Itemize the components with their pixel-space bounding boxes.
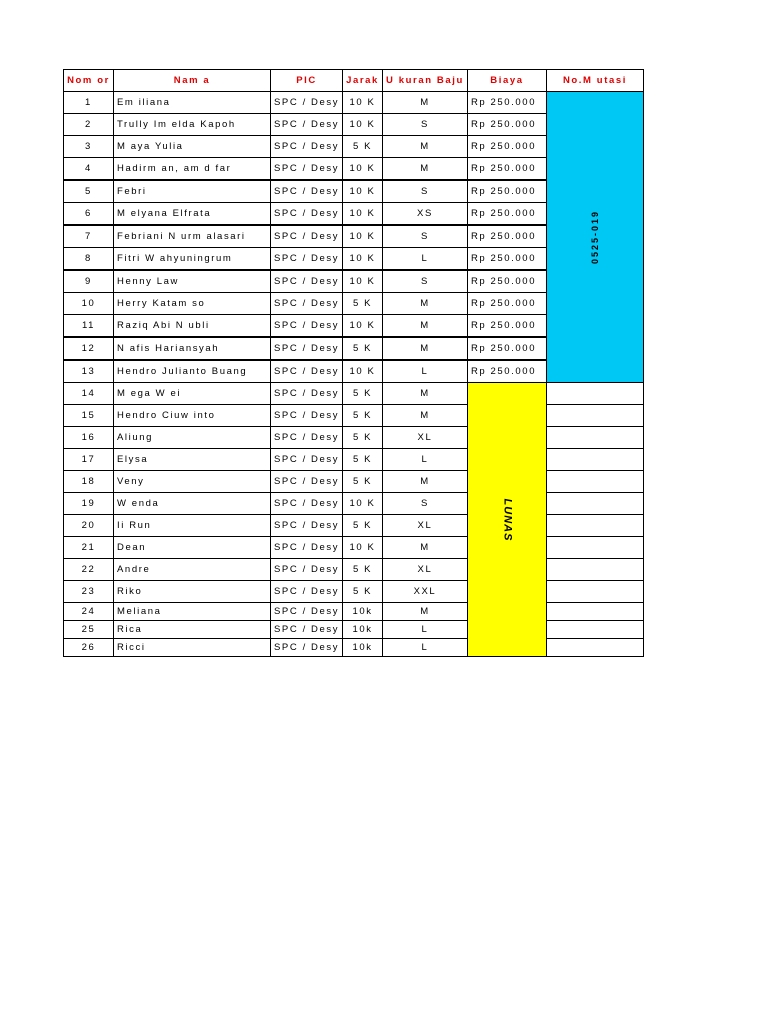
cell-biaya[interactable]: Rp 250.000 (467, 225, 546, 248)
cell-nama[interactable]: M aya Yulia (114, 136, 271, 158)
cell-nomor[interactable]: 22 (64, 559, 114, 581)
cell-ukuran-baju[interactable]: M (382, 383, 467, 405)
table-row (64, 639, 644, 657)
cell-biaya[interactable]: Rp 250.000 (467, 270, 546, 293)
cell-no-mutasi[interactable] (546, 449, 643, 471)
cell-ukuran-baju[interactable]: S (382, 180, 467, 203)
cell-nomor[interactable]: 19 (64, 493, 114, 515)
cell-jarak[interactable]: 10 K (343, 493, 383, 515)
cell-pic[interactable]: SPC / Desy (271, 270, 343, 293)
cell-biaya[interactable]: Rp 250.000 (467, 293, 546, 315)
cell-nomor[interactable]: 11 (64, 315, 114, 338)
cell-jarak[interactable]: 5 K (343, 581, 383, 603)
table-row (64, 383, 644, 405)
cell-biaya[interactable]: Rp 250.000 (467, 360, 546, 383)
header-row (64, 70, 644, 92)
header-pic[interactable]: PIC (271, 70, 343, 92)
cell-jarak[interactable]: 5 K (343, 383, 383, 405)
cell-nomor[interactable]: 16 (64, 427, 114, 449)
cell-biaya[interactable]: Rp 250.000 (467, 337, 546, 360)
cell-pic[interactable]: SPC / Desy (271, 383, 343, 405)
cell-nomor[interactable]: 23 (64, 581, 114, 603)
cell-nama[interactable]: Aliung (114, 427, 271, 449)
table-row (64, 581, 644, 603)
cell-jarak[interactable]: 5 K (343, 427, 383, 449)
cell-nama[interactable]: Veny (114, 471, 271, 493)
cell-nomor[interactable]: 9 (64, 270, 114, 293)
cell-nama[interactable]: Febriani N urm alasari (114, 225, 271, 248)
cell-nama[interactable]: Fitri W ahyuningrum (114, 248, 271, 271)
cell-biaya[interactable]: Rp 250.000 (467, 315, 546, 338)
cell-nama[interactable]: Em iliana (114, 92, 271, 114)
cell-nomor[interactable]: 5 (64, 180, 114, 203)
cell-biaya[interactable]: Rp 250.000 (467, 248, 546, 271)
header-biaya[interactable]: Biaya (467, 70, 546, 92)
cell-ukuran-baju[interactable]: M (382, 337, 467, 360)
cell-jarak[interactable]: 10 K (343, 360, 383, 383)
cell-ukuran-baju[interactable]: XXL (382, 581, 467, 603)
cell-nama[interactable]: Raziq Abi N ubli (114, 315, 271, 338)
cell-pic[interactable]: SPC / Desy (271, 621, 343, 639)
cell-pic[interactable]: SPC / Desy (271, 293, 343, 315)
cell-nama[interactable]: Elysa (114, 449, 271, 471)
cell-ukuran-baju[interactable]: M (382, 315, 467, 338)
cell-jarak[interactable]: 10 K (343, 158, 383, 181)
table-row (64, 621, 644, 639)
cell-nama[interactable]: Febri (114, 180, 271, 203)
cell-nomor[interactable]: 18 (64, 471, 114, 493)
cell-pic[interactable]: SPC / Desy (271, 337, 343, 360)
cell-pic[interactable]: SPC / Desy (271, 315, 343, 338)
cell-nama[interactable]: Riko (114, 581, 271, 603)
cell-jarak[interactable]: 5 K (343, 136, 383, 158)
cell-jarak[interactable]: 5 K (343, 337, 383, 360)
cell-biaya[interactable]: Rp 250.000 (467, 136, 546, 158)
header-ukuran-baju[interactable]: U kuran Baju (382, 70, 467, 92)
cell-ukuran-baju[interactable]: S (382, 114, 467, 136)
cell-ukuran-baju[interactable]: M (382, 471, 467, 493)
cell-pic[interactable]: SPC / Desy (271, 360, 343, 383)
cell-ukuran-baju[interactable]: L (382, 449, 467, 471)
cell-no-mutasi[interactable] (546, 405, 643, 427)
cell-ukuran-baju[interactable]: S (382, 493, 467, 515)
lunas-label: LUNAS (500, 498, 513, 541)
mutasi-value: 0525-019 (589, 209, 600, 264)
cell-nama[interactable]: M elyana Elfrata (114, 203, 271, 226)
cell-ukuran-baju[interactable]: S (382, 225, 467, 248)
registration-table (63, 69, 644, 657)
cell-pic[interactable]: SPC / Desy (271, 114, 343, 136)
cell-ukuran-baju[interactable]: M (382, 158, 467, 181)
cell-jarak[interactable]: 5 K (343, 449, 383, 471)
cell-jarak[interactable]: 10k (343, 603, 383, 621)
cell-biaya[interactable]: Rp 250.000 (467, 180, 546, 203)
mutasi-merged-cell[interactable] (546, 92, 643, 383)
cell-ukuran-baju[interactable]: XL (382, 427, 467, 449)
cell-ukuran-baju[interactable]: L (382, 639, 467, 657)
cell-jarak[interactable]: 10 K (343, 248, 383, 271)
table-row (64, 92, 644, 114)
cell-ukuran-baju[interactable]: L (382, 621, 467, 639)
cell-jarak[interactable]: 5 K (343, 515, 383, 537)
cell-no-mutasi[interactable] (546, 427, 643, 449)
cell-pic[interactable]: SPC / Desy (271, 405, 343, 427)
cell-jarak[interactable]: 10k (343, 639, 383, 657)
cell-nama[interactable]: Hendro Julianto Buang (114, 360, 271, 383)
cell-pic[interactable]: SPC / Desy (271, 203, 343, 226)
cell-no-mutasi[interactable] (546, 471, 643, 493)
cell-nomor[interactable]: 26 (64, 639, 114, 657)
cell-nama[interactable]: Meliana (114, 603, 271, 621)
cell-no-mutasi[interactable] (546, 493, 643, 515)
cell-biaya[interactable]: Rp 250.000 (467, 203, 546, 226)
cell-biaya[interactable]: Rp 250.000 (467, 92, 546, 114)
table-row (64, 603, 644, 621)
cell-nama[interactable]: M ega W ei (114, 383, 271, 405)
table-row (64, 449, 644, 471)
cell-no-mutasi[interactable] (546, 559, 643, 581)
cell-nama[interactable]: Dean (114, 537, 271, 559)
cell-jarak[interactable]: 5 K (343, 559, 383, 581)
cell-ukuran-baju[interactable]: XS (382, 203, 467, 226)
cell-jarak[interactable]: 5 K (343, 405, 383, 427)
cell-pic[interactable]: SPC / Desy (271, 248, 343, 271)
cell-nomor[interactable]: 2 (64, 114, 114, 136)
cell-jarak[interactable]: 10 K (343, 537, 383, 559)
cell-ukuran-baju[interactable]: S (382, 270, 467, 293)
cell-pic[interactable]: SPC / Desy (271, 515, 343, 537)
cell-jarak[interactable]: 10 K (343, 315, 383, 338)
cell-nomor[interactable]: 24 (64, 603, 114, 621)
cell-nomor[interactable]: 13 (64, 360, 114, 383)
header-nama[interactable]: Nam a (114, 70, 271, 92)
cell-pic[interactable]: SPC / Desy (271, 158, 343, 181)
table-row (64, 427, 644, 449)
cell-pic[interactable]: SPC / Desy (271, 471, 343, 493)
cell-nomor[interactable]: 15 (64, 405, 114, 427)
cell-nama[interactable]: Henny Law (114, 270, 271, 293)
cell-pic[interactable]: SPC / Desy (271, 225, 343, 248)
cell-nomor[interactable]: 6 (64, 203, 114, 226)
cell-pic[interactable]: SPC / Desy (271, 581, 343, 603)
cell-nama[interactable]: Trully Im elda Kapoh (114, 114, 271, 136)
cell-biaya[interactable]: Rp 250.000 (467, 114, 546, 136)
cell-pic[interactable]: SPC / Desy (271, 180, 343, 203)
cell-nama[interactable]: Andre (114, 559, 271, 581)
cell-no-mutasi[interactable] (546, 603, 643, 621)
cell-no-mutasi[interactable] (546, 621, 643, 639)
cell-jarak[interactable]: 5 K (343, 293, 383, 315)
cell-nomor[interactable]: 7 (64, 225, 114, 248)
table-row (64, 559, 644, 581)
cell-nama[interactable]: Ricci (114, 639, 271, 657)
header-nomor[interactable]: Nom or (64, 70, 114, 92)
cell-jarak[interactable]: 10 K (343, 92, 383, 114)
header-no-mutasi[interactable]: No.M utasi (546, 70, 643, 92)
cell-pic[interactable]: SPC / Desy (271, 603, 343, 621)
cell-pic[interactable]: SPC / Desy (271, 537, 343, 559)
cell-jarak[interactable]: 10 K (343, 114, 383, 136)
cell-no-mutasi[interactable] (546, 581, 643, 603)
cell-biaya[interactable]: Rp 250.000 (467, 158, 546, 181)
cell-nomor[interactable]: 4 (64, 158, 114, 181)
cell-no-mutasi[interactable] (546, 639, 643, 657)
cell-nama[interactable]: Hendro Ciuw into (114, 405, 271, 427)
table-row (64, 405, 644, 427)
cell-pic[interactable]: SPC / Desy (271, 92, 343, 114)
cell-nama[interactable]: N afis Hariansyah (114, 337, 271, 360)
cell-nomor[interactable]: 17 (64, 449, 114, 471)
table-row (64, 471, 644, 493)
table-row (64, 537, 644, 559)
cell-pic[interactable]: SPC / Desy (271, 136, 343, 158)
table-row (64, 493, 644, 515)
cell-nama[interactable]: W enda (114, 493, 271, 515)
cell-nama[interactable]: Rica (114, 621, 271, 639)
cell-nomor[interactable]: 21 (64, 537, 114, 559)
header-jarak[interactable]: Jarak (343, 70, 383, 92)
cell-jarak[interactable]: 5 K (343, 471, 383, 493)
cell-jarak[interactable]: 10 K (343, 225, 383, 248)
lunas-merged-cell[interactable] (467, 383, 546, 657)
cell-ukuran-baju[interactable]: L (382, 248, 467, 271)
cell-pic[interactable]: SPC / Desy (271, 427, 343, 449)
cell-pic[interactable]: SPC / Desy (271, 639, 343, 657)
cell-ukuran-baju[interactable]: M (382, 136, 467, 158)
cell-nomor[interactable]: 1 (64, 92, 114, 114)
cell-nomor[interactable]: 20 (64, 515, 114, 537)
table-row (64, 515, 644, 537)
cell-ukuran-baju[interactable]: XL (382, 515, 467, 537)
cell-jarak[interactable]: 10k (343, 621, 383, 639)
cell-nama[interactable]: Hadirm an, am d far (114, 158, 271, 181)
cell-nomor[interactable]: 8 (64, 248, 114, 271)
cell-no-mutasi[interactable] (546, 383, 643, 405)
cell-nomor[interactable]: 14 (64, 383, 114, 405)
cell-nomor[interactable]: 12 (64, 337, 114, 360)
cell-ukuran-baju[interactable]: L (382, 360, 467, 383)
cell-no-mutasi[interactable] (546, 515, 643, 537)
cell-ukuran-baju[interactable]: M (382, 92, 467, 114)
cell-ukuran-baju[interactable]: XL (382, 559, 467, 581)
cell-ukuran-baju[interactable]: M (382, 537, 467, 559)
cell-pic[interactable]: SPC / Desy (271, 493, 343, 515)
cell-jarak[interactable]: 10 K (343, 270, 383, 293)
cell-ukuran-baju[interactable]: M (382, 603, 467, 621)
cell-nama[interactable]: Herry Katam so (114, 293, 271, 315)
cell-nama[interactable]: Ii Run (114, 515, 271, 537)
cell-pic[interactable]: SPC / Desy (271, 449, 343, 471)
cell-nomor[interactable]: 25 (64, 621, 114, 639)
cell-jarak[interactable]: 10 K (343, 203, 383, 226)
cell-ukuran-baju[interactable]: M (382, 405, 467, 427)
cell-nomor[interactable]: 3 (64, 136, 114, 158)
cell-ukuran-baju[interactable]: M (382, 293, 467, 315)
cell-no-mutasi[interactable] (546, 537, 643, 559)
cell-jarak[interactable]: 10 K (343, 180, 383, 203)
cell-pic[interactable]: SPC / Desy (271, 559, 343, 581)
cell-nomor[interactable]: 10 (64, 293, 114, 315)
